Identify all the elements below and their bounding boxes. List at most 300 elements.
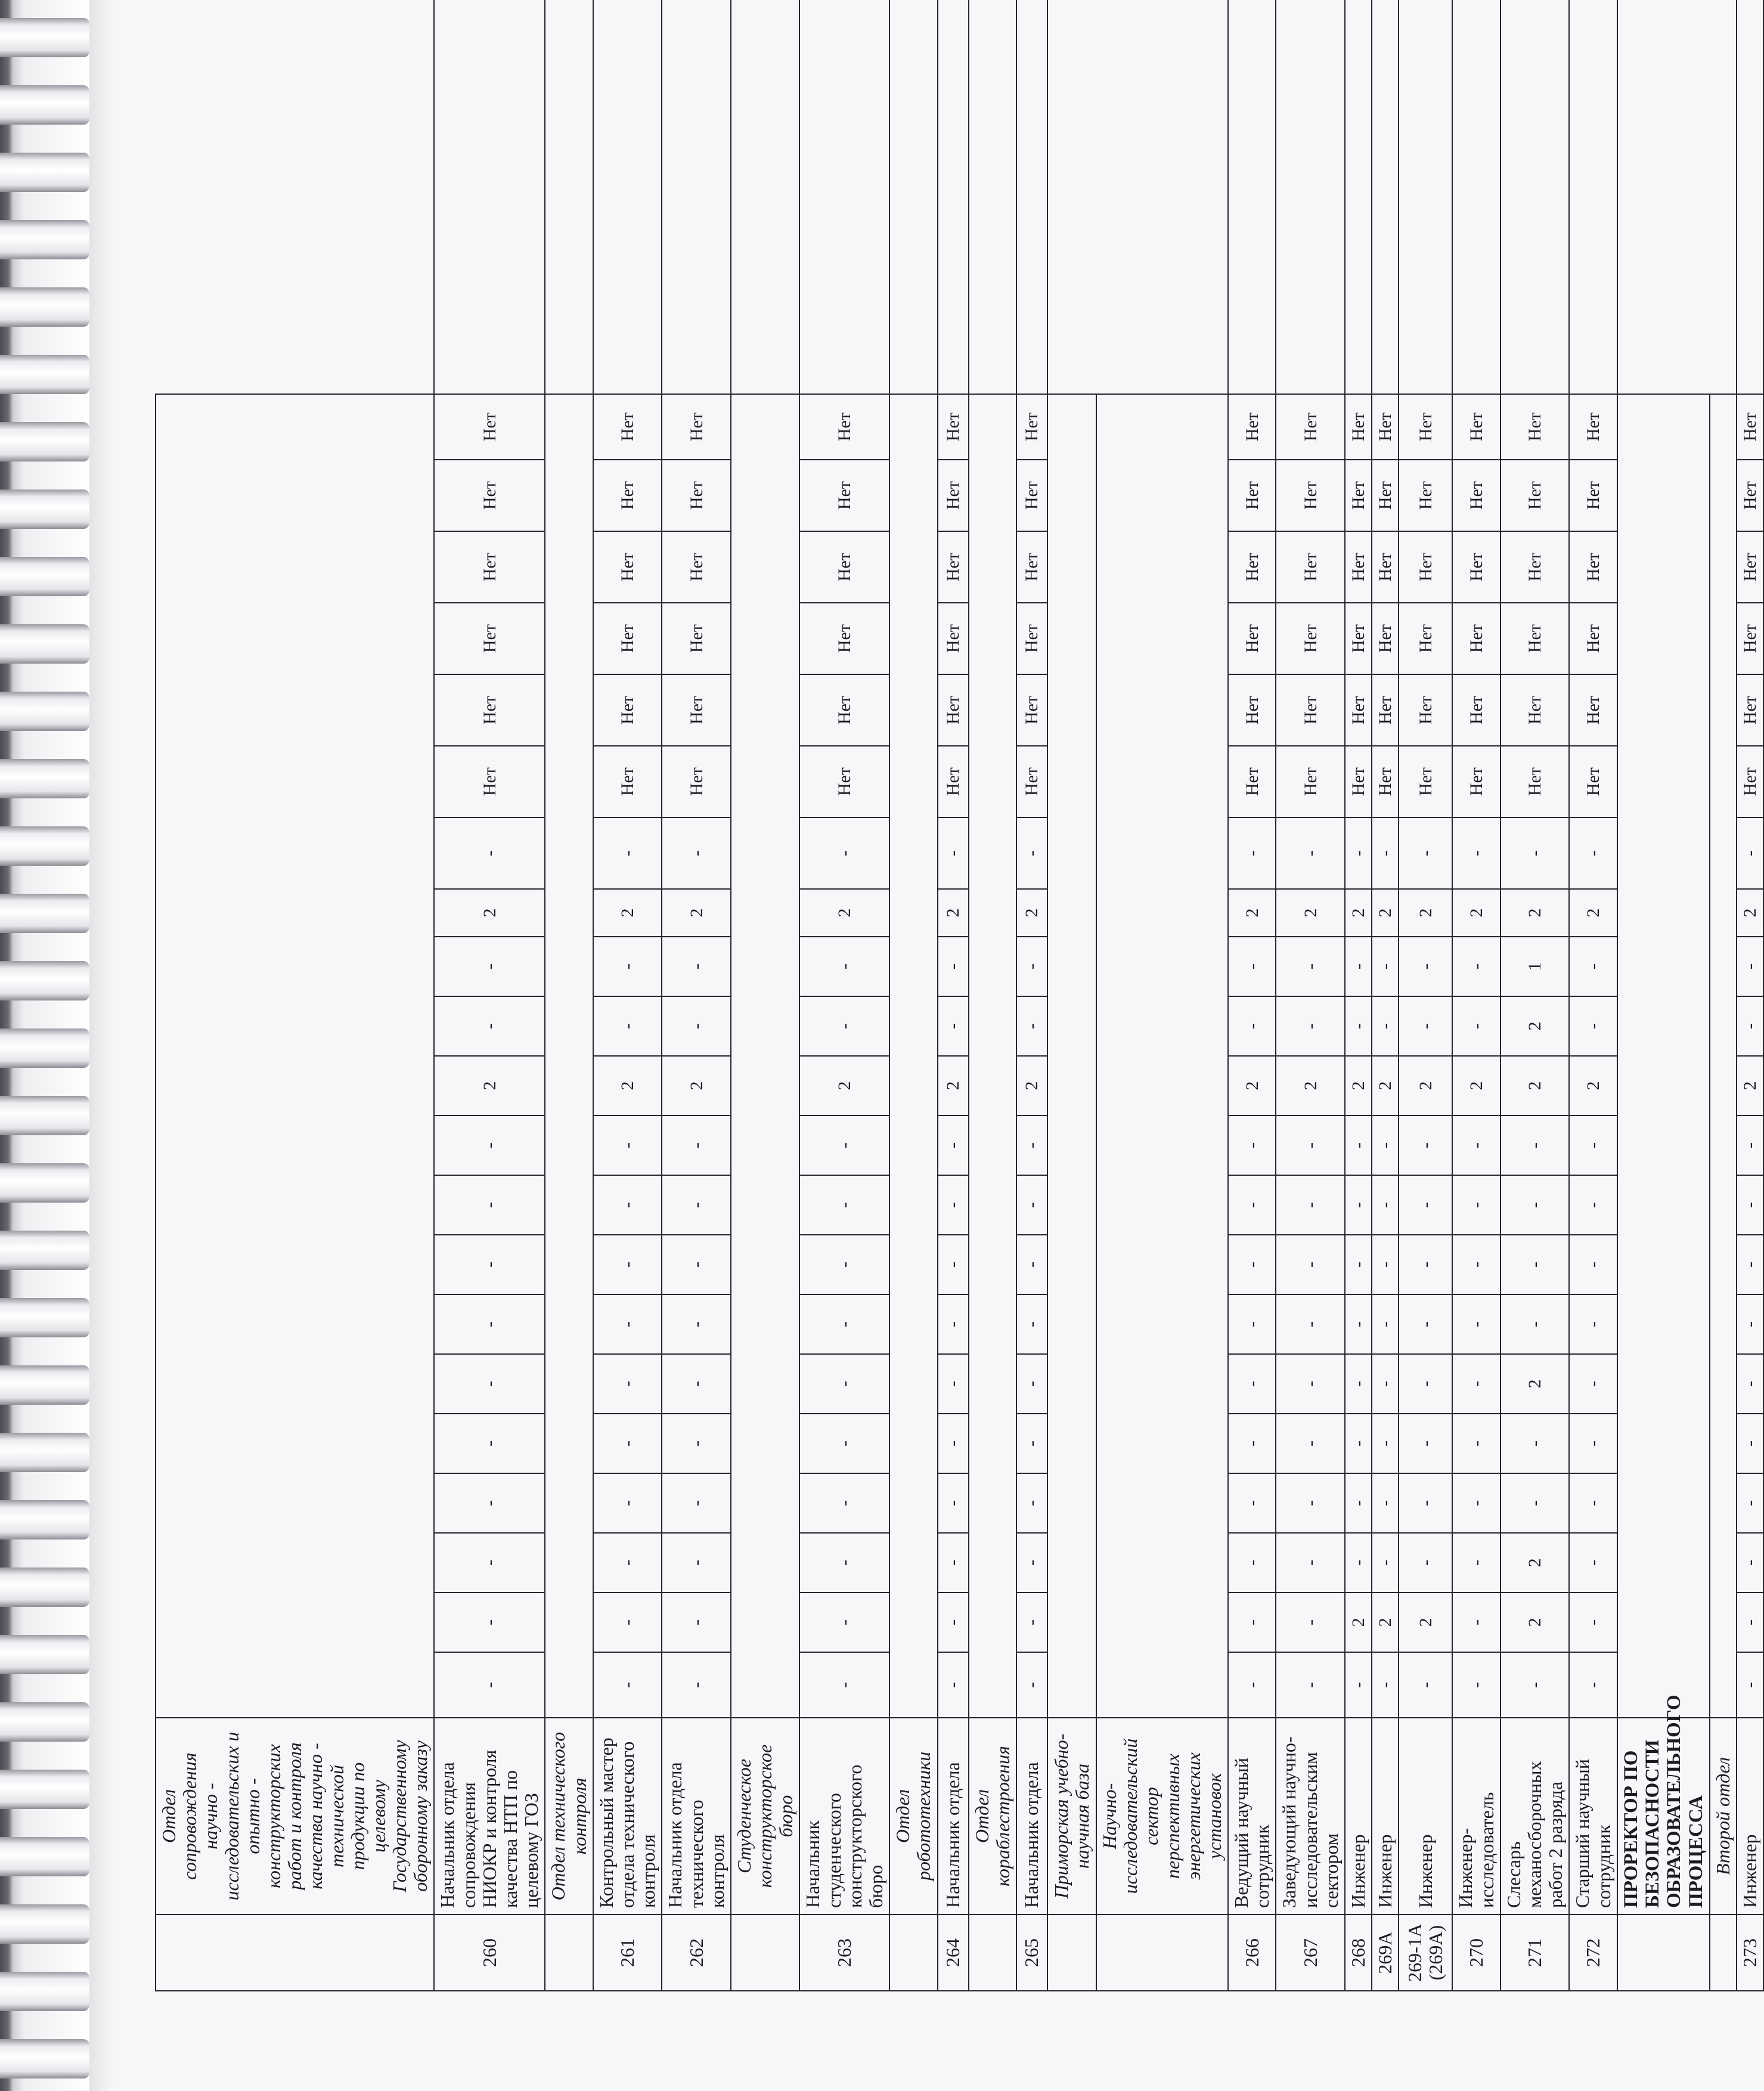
row-number: 273: [1737, 1915, 1763, 1991]
factor-value: -: [1345, 937, 1372, 996]
factor-value: Нет: [593, 674, 662, 746]
factor-value: -: [938, 1116, 969, 1175]
empty-cell: [434, 0, 545, 394]
factor-value: 2: [1276, 889, 1345, 937]
factor-value: Нет: [1737, 394, 1763, 460]
factor-value: -: [1345, 1414, 1372, 1473]
factor-value: -: [1569, 1473, 1617, 1533]
factor-value: -: [1569, 996, 1617, 1056]
factor-value: Нет: [1452, 394, 1500, 460]
factor-value: 2: [593, 889, 662, 937]
binding-ring: [0, 1163, 89, 1203]
factor-value: 2: [662, 889, 731, 937]
factor-value: Нет: [1737, 460, 1763, 531]
factor-value: -: [1276, 1473, 1345, 1533]
factor-value: Нет: [938, 531, 969, 603]
factor-value: -: [1452, 937, 1500, 996]
factor-value: -: [1737, 1294, 1763, 1354]
position-name: Начальник отдела: [1016, 1718, 1047, 1915]
factor-value: -: [799, 1473, 889, 1533]
section-row: [889, 0, 937, 1991]
factor-value: -: [1228, 1652, 1276, 1718]
factor-value: Нет: [938, 394, 969, 460]
factor-value: -: [1228, 1473, 1276, 1533]
factor-value: -: [1228, 1294, 1276, 1354]
binding-ring: [0, 826, 89, 866]
factor-value: Нет: [434, 746, 545, 817]
section-empty-cell: [889, 394, 937, 1718]
factor-value: -: [1016, 1175, 1047, 1235]
factor-value: -: [1737, 817, 1763, 889]
binding-ring: [0, 624, 89, 664]
position-name: Инженер: [1399, 1718, 1452, 1915]
factor-value: 2: [1228, 1056, 1276, 1116]
section-row: [1710, 0, 1737, 1991]
table-row: [1569, 0, 1617, 1991]
factor-value: -: [1345, 1116, 1372, 1175]
factor-value: -: [1569, 1414, 1617, 1473]
factor-value: 2: [1228, 889, 1276, 937]
factor-value: Нет: [593, 460, 662, 531]
factor-value: -: [1452, 1593, 1500, 1652]
binding-ring: [0, 557, 89, 596]
factor-value: 2: [1452, 889, 1500, 937]
factor-value: Нет: [799, 746, 889, 817]
factor-value: -: [1399, 1235, 1452, 1294]
factor-value: Нет: [799, 531, 889, 603]
section-title: Отдел робототехники: [889, 1718, 937, 1915]
factor-value: 2: [1501, 1533, 1570, 1593]
factor-value: -: [1372, 937, 1399, 996]
factor-value: -: [1737, 1414, 1763, 1473]
factor-value: Нет: [1372, 603, 1399, 674]
factor-value: -: [938, 1414, 969, 1473]
factor-value: 2: [1737, 889, 1763, 937]
factor-value: 2: [938, 1056, 969, 1116]
factor-value: Нет: [662, 394, 731, 460]
binding-ring: [0, 1904, 89, 1944]
factor-value: -: [1737, 1116, 1763, 1175]
factor-value: -: [799, 1414, 889, 1473]
binding-ring: [0, 85, 89, 125]
factor-value: Нет: [1501, 531, 1570, 603]
factor-value: -: [1276, 996, 1345, 1056]
section-title: Отдел кораблестроения: [969, 1718, 1016, 1915]
factor-value: -: [1276, 1116, 1345, 1175]
factor-value: -: [1501, 1116, 1570, 1175]
binding-ring: [0, 1433, 89, 1472]
factor-value: -: [799, 937, 889, 996]
factor-value: -: [1569, 1354, 1617, 1414]
factor-value: -: [1016, 1294, 1047, 1354]
factor-value: -: [1501, 1175, 1570, 1235]
factor-value: Нет: [938, 746, 969, 817]
factor-value: -: [1399, 1294, 1452, 1354]
factor-value: -: [1016, 1533, 1047, 1593]
factor-value: -: [434, 1175, 545, 1235]
factor-value: -: [1452, 1354, 1500, 1414]
factor-value: 2: [799, 1056, 889, 1116]
factor-value: -: [1276, 1593, 1345, 1652]
factor-value: -: [799, 1235, 889, 1294]
section-title: ПРОРЕКТОР ПО БЕЗОПАСНОСТИ ОБРАЗОВАТЕЛЬНОГО ПРОЦЕССА: [1617, 1718, 1710, 1915]
position-name: Инженер: [1737, 1718, 1763, 1915]
factor-value: -: [1372, 1175, 1399, 1235]
factor-value: -: [1452, 1414, 1500, 1473]
factor-value: -: [1737, 1235, 1763, 1294]
empty-cell: [1399, 0, 1452, 394]
factor-value: -: [593, 1294, 662, 1354]
factor-value: Нет: [434, 394, 545, 460]
table-row: [1501, 0, 1570, 1991]
binding-ring: [0, 220, 89, 259]
section-empty-cell: [731, 394, 800, 1718]
position-name: Контрольный мастер отдела технического контроля: [593, 1718, 662, 1915]
empty-cell: [1228, 0, 1276, 394]
factor-value: -: [1276, 1354, 1345, 1414]
binding-ring: [0, 759, 89, 798]
factor-value: -: [938, 1473, 969, 1533]
factor-value: -: [1372, 1414, 1399, 1473]
factor-value: -: [1345, 1235, 1372, 1294]
factor-value: 2: [1345, 1056, 1372, 1116]
section-number-cell: [731, 1915, 800, 1991]
factor-value: -: [1228, 996, 1276, 1056]
binding-ring: [0, 2039, 89, 2078]
factor-value: -: [1399, 1116, 1452, 1175]
factor-value: Нет: [1345, 746, 1372, 817]
position-name: Ведущий научный сотрудник: [1228, 1718, 1276, 1915]
factor-value: -: [1452, 1533, 1500, 1593]
factor-value: -: [434, 996, 545, 1056]
factor-value: -: [938, 1175, 969, 1235]
factor-value: -: [1228, 1414, 1276, 1473]
table-row: [662, 0, 731, 1991]
factor-value: 2: [1452, 1056, 1500, 1116]
table-row: [938, 0, 969, 1991]
factor-value: -: [799, 1533, 889, 1593]
row-number: 264: [938, 1915, 969, 1991]
factor-value: -: [1345, 817, 1372, 889]
section-empty-cell: [1617, 394, 1710, 1718]
factor-value: Нет: [1399, 603, 1452, 674]
factor-value: -: [1372, 1116, 1399, 1175]
factor-value: 2: [434, 889, 545, 937]
factor-value: -: [1452, 1116, 1500, 1175]
factor-value: -: [1399, 996, 1452, 1056]
factor-value: -: [1452, 1175, 1500, 1235]
factor-value: -: [1399, 1414, 1452, 1473]
factor-value: -: [593, 1533, 662, 1593]
section-empty-cell: [969, 394, 1016, 1718]
factor-value: -: [799, 996, 889, 1056]
factor-value: -: [1569, 1294, 1617, 1354]
factor-value: -: [1016, 996, 1047, 1056]
factor-value: 2: [1737, 1056, 1763, 1116]
factor-value: Нет: [1501, 460, 1570, 531]
factor-value: -: [434, 1414, 545, 1473]
row-number: 269-1А (269А): [1399, 1915, 1452, 1991]
factor-value: -: [1276, 817, 1345, 889]
factor-value: Нет: [434, 531, 545, 603]
row-number: 272: [1569, 1915, 1617, 1991]
factor-value: -: [1345, 1354, 1372, 1414]
factor-value: Нет: [662, 460, 731, 531]
factor-value: -: [1737, 1533, 1763, 1593]
empty-cell: [662, 0, 731, 394]
factor-value: -: [1452, 996, 1500, 1056]
factor-value: Нет: [662, 746, 731, 817]
factor-value: -: [1399, 1473, 1452, 1533]
factor-value: -: [1501, 817, 1570, 889]
factor-value: -: [434, 1652, 545, 1718]
factor-value: -: [1737, 1593, 1763, 1652]
spiral-binding: [0, 0, 89, 2091]
table-row: [1399, 0, 1452, 1991]
factor-value: -: [593, 1414, 662, 1473]
factor-value: -: [1276, 1294, 1345, 1354]
factor-value: -: [1569, 1235, 1617, 1294]
factor-value: -: [662, 1294, 731, 1354]
factor-value: 2: [799, 889, 889, 937]
factor-value: -: [1345, 1533, 1372, 1593]
empty-cell: [938, 0, 969, 394]
factor-value: -: [938, 1294, 969, 1354]
factor-value: -: [593, 1235, 662, 1294]
factor-value: Нет: [1016, 394, 1047, 460]
factor-value: Нет: [1399, 460, 1452, 531]
factor-value: -: [1452, 817, 1500, 889]
factor-value: Нет: [1345, 460, 1372, 531]
factor-value: Нет: [1276, 394, 1345, 460]
binding-ring: [0, 1972, 89, 2011]
factor-value: -: [662, 1414, 731, 1473]
factor-value: -: [1228, 1116, 1276, 1175]
factor-value: -: [1276, 1235, 1345, 1294]
factor-value: 2: [662, 1056, 731, 1116]
binding-ring: [0, 153, 89, 192]
factor-value: Нет: [1569, 746, 1617, 817]
section-title: Отдел технического контроля: [545, 1718, 593, 1915]
factor-value: Нет: [593, 746, 662, 817]
factor-value: -: [1569, 817, 1617, 889]
section-empty-cell: [1710, 394, 1737, 1718]
factor-value: Нет: [1228, 603, 1276, 674]
factor-value: -: [662, 1593, 731, 1652]
binding-ring: [0, 422, 89, 461]
empty-cell: [1276, 0, 1345, 394]
empty-cell: [799, 0, 889, 394]
section-row: [1096, 0, 1228, 1991]
factor-value: 2: [1016, 889, 1047, 937]
binding-ring: [0, 1096, 89, 1135]
factor-value: Нет: [799, 460, 889, 531]
factor-value: -: [1501, 1414, 1570, 1473]
section-empty-cell: [545, 394, 593, 1718]
factor-value: -: [799, 1116, 889, 1175]
factor-value: Нет: [1276, 746, 1345, 817]
section-title: Второй отдел: [1710, 1718, 1737, 1915]
binding-ring: [0, 1298, 89, 1337]
factor-value: -: [1372, 1652, 1399, 1718]
factor-value: -: [938, 1354, 969, 1414]
factor-value: -: [1372, 1294, 1399, 1354]
row-number: 267: [1276, 1915, 1345, 1991]
row-number: 263: [799, 1915, 889, 1991]
row-number: 262: [662, 1915, 731, 1991]
empty-cell: [1452, 0, 1500, 394]
section-number-cell: [545, 1915, 593, 1991]
factor-value: -: [1228, 1354, 1276, 1414]
empty-cell: [1345, 0, 1372, 394]
factor-value: 2: [434, 1056, 545, 1116]
factor-value: -: [593, 1116, 662, 1175]
factor-value: -: [593, 1473, 662, 1533]
empty-cell: [1569, 0, 1617, 394]
section-number-cell: [1096, 1915, 1228, 1991]
position-name: Начальник отдела: [938, 1718, 969, 1915]
factor-value: Нет: [1345, 531, 1372, 603]
row-number: 268: [1345, 1915, 1372, 1991]
factor-value: -: [662, 1533, 731, 1593]
factor-value: -: [1737, 996, 1763, 1056]
factor-value: 2: [938, 889, 969, 937]
binding-ring: [0, 355, 89, 394]
factor-value: Нет: [1501, 603, 1570, 674]
binding-ring: [0, 692, 89, 731]
factor-value: Нет: [1276, 531, 1345, 603]
empty-cell: [593, 0, 662, 394]
factor-value: -: [1737, 1473, 1763, 1533]
factor-value: -: [1569, 1533, 1617, 1593]
row-number: 269А: [1372, 1915, 1399, 1991]
binding-ring: [0, 1568, 89, 1607]
factor-value: -: [434, 1235, 545, 1294]
factor-value: -: [1016, 1652, 1047, 1718]
factor-value: -: [1501, 1652, 1570, 1718]
factor-value: 2: [1501, 1593, 1570, 1652]
factor-value: Нет: [799, 674, 889, 746]
section-title: Научно-исследовательский сектор перспективных энергетических установок: [1096, 1718, 1228, 1915]
factor-value: -: [593, 1354, 662, 1414]
factor-value: -: [1016, 1473, 1047, 1533]
factor-value: -: [1345, 996, 1372, 1056]
factor-value: -: [1501, 1235, 1570, 1294]
factor-value: -: [434, 937, 545, 996]
factor-value: -: [1372, 1354, 1399, 1414]
factor-value: -: [1228, 1533, 1276, 1593]
factor-value: -: [799, 1294, 889, 1354]
factor-value: 2: [1399, 1593, 1452, 1652]
factor-value: -: [593, 996, 662, 1056]
factor-value: Нет: [1569, 531, 1617, 603]
factor-value: -: [593, 1652, 662, 1718]
row-number: 270: [1452, 1915, 1500, 1991]
table-row: [1016, 0, 1047, 1991]
factor-value: Нет: [1016, 460, 1047, 531]
factor-value: -: [593, 937, 662, 996]
factor-value: 2: [1372, 1593, 1399, 1652]
factor-value: Нет: [1276, 460, 1345, 531]
binding-ring: [0, 961, 89, 1000]
factor-value: -: [662, 817, 731, 889]
table-row: [434, 0, 545, 1991]
factor-value: 2: [1569, 889, 1617, 937]
factor-value: Нет: [1501, 394, 1570, 460]
factor-value: -: [434, 1593, 545, 1652]
factor-value: -: [1501, 1473, 1570, 1533]
factor-value: -: [799, 1175, 889, 1235]
factor-value: -: [662, 1652, 731, 1718]
factor-value: -: [1016, 1593, 1047, 1652]
factor-value: -: [1276, 1533, 1345, 1593]
factor-value: Нет: [593, 394, 662, 460]
factor-value: -: [938, 1533, 969, 1593]
factor-value: -: [434, 1116, 545, 1175]
factor-value: 2: [1569, 1056, 1617, 1116]
factor-value: Нет: [1569, 603, 1617, 674]
empty-cell: [1737, 0, 1763, 394]
factor-value: -: [1276, 1175, 1345, 1235]
position-name: Инженер: [1372, 1718, 1399, 1915]
factor-value: Нет: [1372, 674, 1399, 746]
section-number-cell: [156, 1915, 434, 1991]
factor-value: -: [1016, 1354, 1047, 1414]
factor-value: Нет: [1372, 531, 1399, 603]
factor-value: -: [1016, 1235, 1047, 1294]
factor-value: -: [1276, 1414, 1345, 1473]
position-name: Начальник отдела сопровождения НИОКР и контроля качества НТП по целевому ГОЗ: [434, 1718, 545, 1915]
factor-value: -: [1345, 1175, 1372, 1235]
binding-ring: [0, 1365, 89, 1405]
factor-value: -: [434, 1294, 545, 1354]
factor-value: -: [593, 1593, 662, 1652]
binding-ring: [0, 1029, 89, 1068]
factor-value: -: [434, 1354, 545, 1414]
factor-value: -: [1228, 1175, 1276, 1235]
factor-value: -: [1569, 1116, 1617, 1175]
factor-value: Нет: [662, 674, 731, 746]
position-name: Заведующий научно-исследовательским сектором: [1276, 1718, 1345, 1915]
factor-value: -: [799, 1593, 889, 1652]
factor-value: -: [1228, 817, 1276, 889]
factor-value: -: [938, 1235, 969, 1294]
binding-ring: [0, 1231, 89, 1270]
factor-value: Нет: [1228, 746, 1276, 817]
table-row: [593, 0, 662, 1991]
table-row: [1737, 0, 1763, 1991]
row-number: 260: [434, 1915, 545, 1991]
factor-value: -: [1016, 1414, 1047, 1473]
factor-value: -: [1016, 817, 1047, 889]
factor-value: -: [662, 1116, 731, 1175]
factor-value: -: [1372, 996, 1399, 1056]
factor-value: -: [1569, 1652, 1617, 1718]
factor-value: Нет: [1016, 531, 1047, 603]
factor-value: Нет: [1452, 531, 1500, 603]
factor-value: -: [1228, 937, 1276, 996]
factor-value: -: [1399, 1533, 1452, 1593]
factor-value: Нет: [1228, 394, 1276, 460]
factor-value: -: [1452, 1652, 1500, 1718]
factor-value: Нет: [662, 603, 731, 674]
factor-value: -: [662, 1354, 731, 1414]
factor-value: Нет: [1276, 674, 1345, 746]
section-title: Приморская учебно-научная база: [1047, 1718, 1096, 1915]
factor-value: -: [1569, 937, 1617, 996]
factor-value: Нет: [1501, 674, 1570, 746]
factor-value: -: [662, 1235, 731, 1294]
